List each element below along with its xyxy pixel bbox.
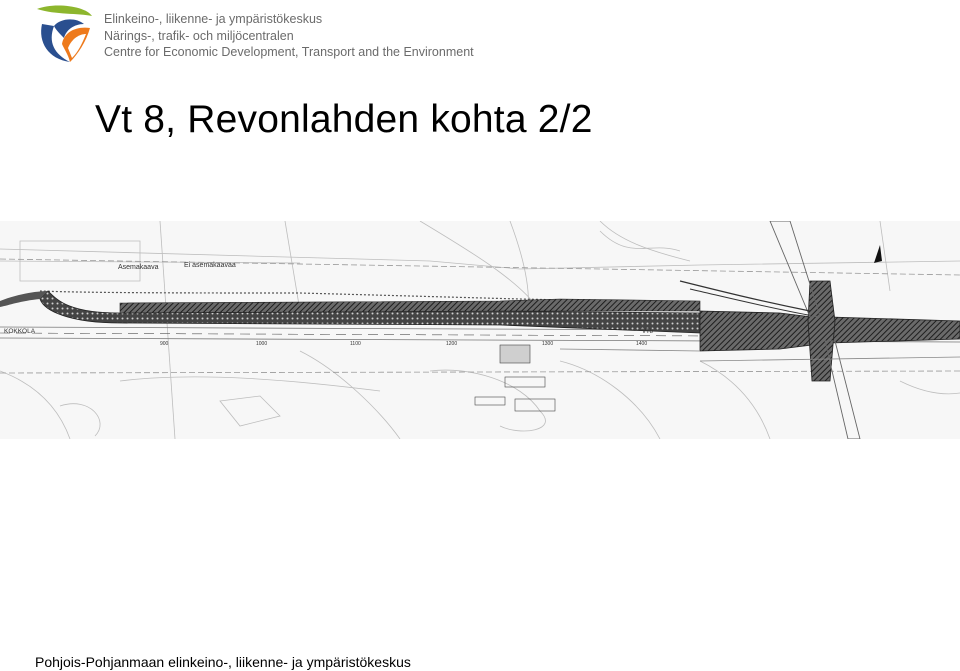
ely-logo xyxy=(34,4,94,64)
plan-label-vt8: VT8 xyxy=(642,329,654,335)
station-label: 1400 xyxy=(636,341,648,347)
organization-names xyxy=(104,11,474,61)
road-plan-svg xyxy=(0,221,960,439)
plan-label-kokkola: KOKKOLA xyxy=(4,328,36,335)
plan-label-ei-asemakaavaa: Ei asemakaavaa xyxy=(184,262,236,269)
station-label: 1300 xyxy=(542,341,554,347)
footer-organization: Pohjois-Pohjanmaan elinkeino-, liikenne- ja ympäristökeskus xyxy=(35,654,411,670)
org-name-swedish: Närings-, trafik- och miljöcentralen xyxy=(104,28,294,43)
station-label: 900 xyxy=(160,341,169,347)
station-label: 1000 xyxy=(256,341,268,347)
org-name-finnish: Elinkeino-, liikenne- ja ympäristökeskus xyxy=(104,12,323,26)
org-name-english: Centre for Economic Development, Transport and the Environment xyxy=(104,45,474,59)
station-label: 1100 xyxy=(350,341,361,347)
road-plan-drawing xyxy=(0,221,960,439)
plan-label-asemakaava: Asemakaava xyxy=(118,264,159,271)
page-title: Vt 8, Revonlahden kohta 2/2 xyxy=(95,98,593,141)
station-label: 1200 xyxy=(446,341,458,347)
ely-centre-logo-icon xyxy=(34,4,94,64)
